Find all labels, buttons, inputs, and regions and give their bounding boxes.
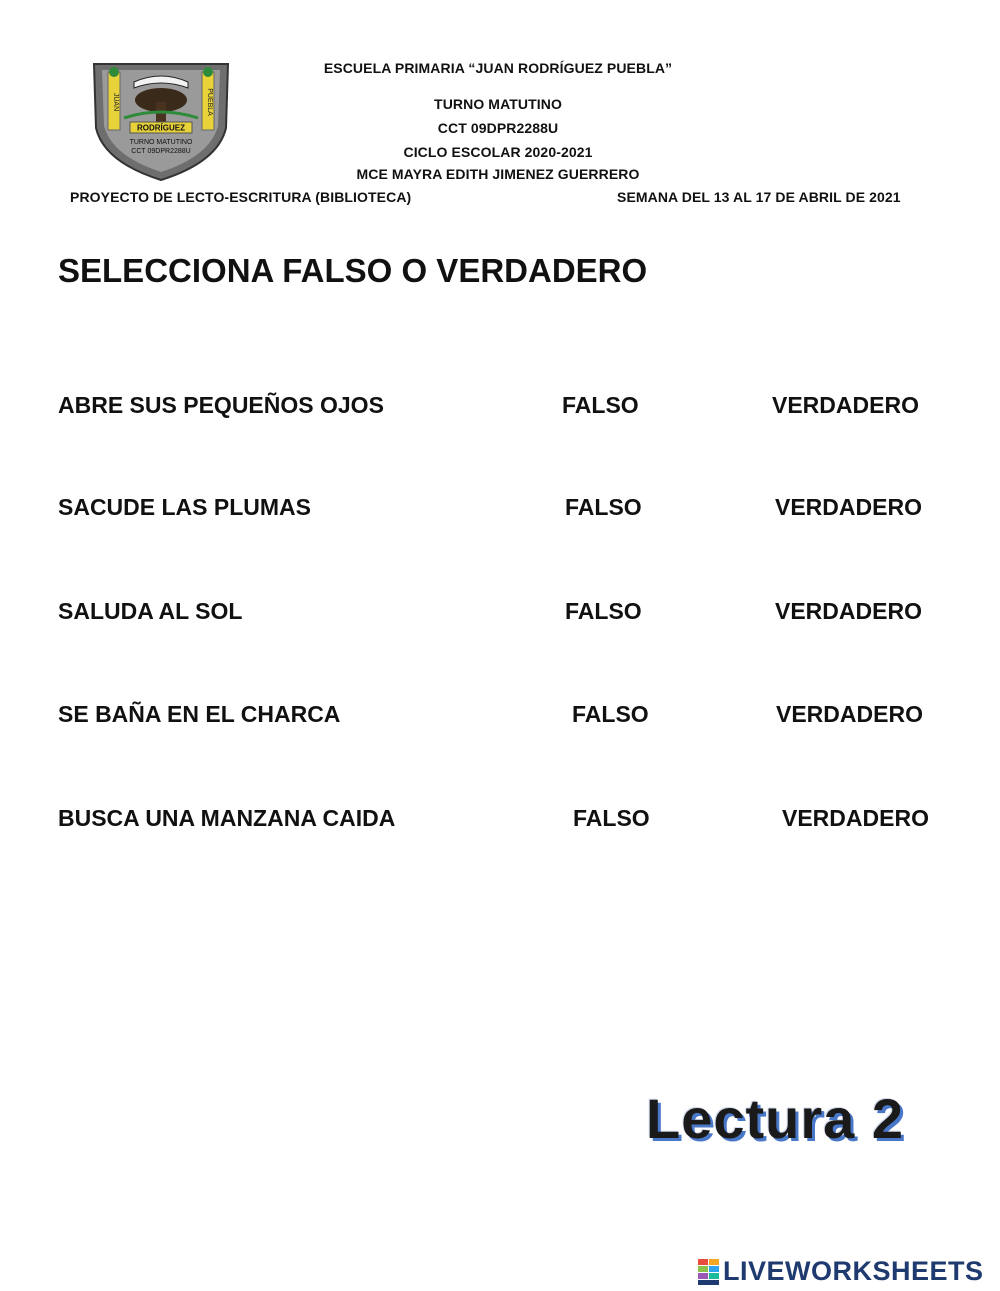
teacher-name: MCE MAYRA EDITH JIMENEZ GUERRERO [356, 166, 640, 182]
liveworksheets-brand [698, 1256, 984, 1287]
question-2-true-option[interactable]: VERDADERO [775, 494, 922, 520]
logo-ribbon-text: RODRÍGUEZ [137, 123, 185, 133]
question-1-true-option[interactable]: VERDADERO [772, 392, 919, 418]
liveworksheets-name: LIVEWORKSHEETS [723, 1256, 984, 1286]
instruction-title: SELECCIONA FALSO O VERDADERO [58, 252, 648, 289]
liveworksheets-logo-icon [698, 1259, 720, 1285]
question-1-false-option[interactable]: FALSO [562, 392, 639, 418]
question-5-false-option[interactable]: FALSO [573, 805, 650, 831]
question-3-true-option[interactable]: VERDADERO [775, 598, 922, 624]
question-1-statement: ABRE SUS PEQUEÑOS OJOS [58, 392, 384, 418]
lectura-label: Lectura 2 [646, 1087, 904, 1150]
question-5-statement: BUSCA UNA MANZANA CAIDA [58, 805, 396, 831]
question-4-false-option[interactable]: FALSO [572, 701, 649, 727]
question-5-true-option[interactable]: VERDADERO [782, 805, 929, 831]
question-3-false-option[interactable]: FALSO [565, 598, 642, 624]
week-label: SEMANA DEL 13 AL 17 DE ABRIL DE 2021 [617, 189, 901, 205]
question-4-true-option[interactable]: VERDADERO [776, 701, 923, 727]
shift-label: TURNO MATUTINO [434, 96, 562, 112]
project-label: PROYECTO DE LECTO-ESCRITURA (BIBLIOTECA) [70, 189, 412, 205]
question-2-false-option[interactable]: FALSO [565, 494, 642, 520]
cct-label: CCT 09DPR2288U [437, 120, 559, 136]
school-logo [90, 58, 232, 182]
logo-line1: TURNO MATUTINO [129, 139, 193, 146]
question-4-statement: SE BAÑA EN EL CHARCA [58, 701, 341, 727]
school-name: ESCUELA PRIMARIA “JUAN RODRÍGUEZ PUEBLA” [323, 60, 673, 76]
logo-banner-left: JUAN [112, 92, 119, 112]
cycle-label: CICLO ESCOLAR 2020-2021 [403, 144, 593, 160]
logo-line2: CCT 09DPR2288U [131, 148, 191, 155]
logo-banner-right: PUEBLA [206, 88, 213, 116]
question-3-statement: SALUDA AL SOL [58, 598, 243, 624]
question-2-statement: SACUDE LAS PLUMAS [58, 494, 312, 520]
